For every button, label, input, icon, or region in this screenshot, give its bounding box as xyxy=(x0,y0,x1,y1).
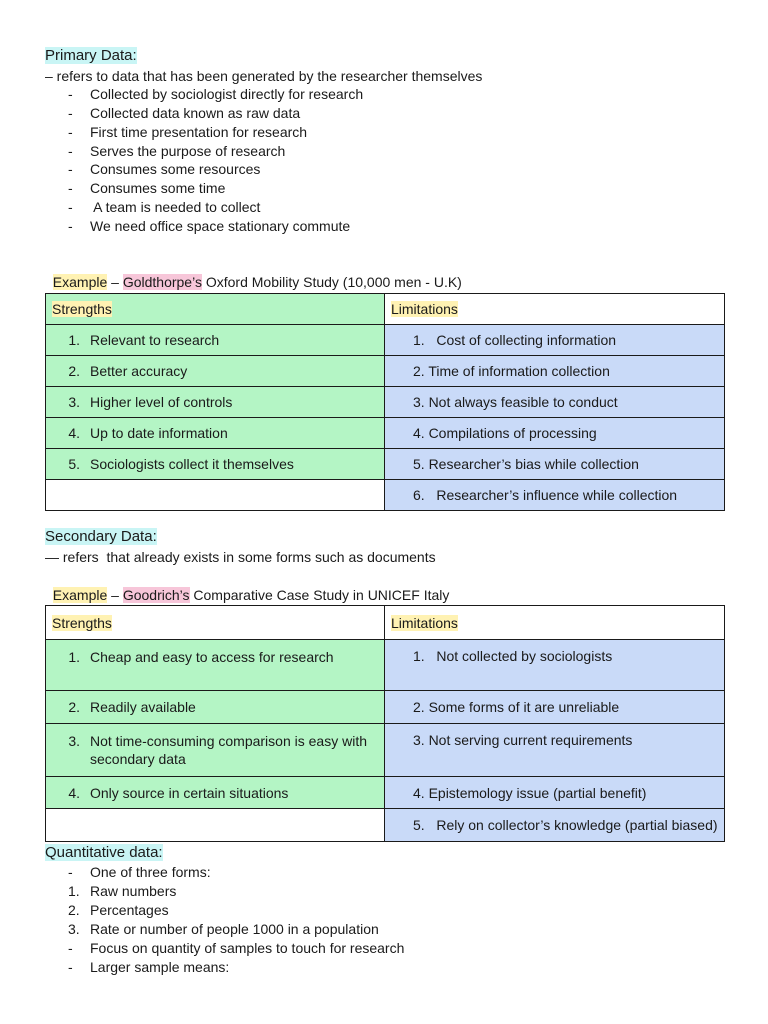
table-row xyxy=(46,418,725,449)
limitation-text: 3. Not serving current requirements xyxy=(413,732,633,748)
limitation-text: 5. Researcher’s bias while collection xyxy=(413,456,639,472)
example-dash: – xyxy=(107,274,123,290)
strength-number: 4. xyxy=(68,784,80,801)
limitation-cell xyxy=(385,640,725,691)
limitation-text: 2. Time of information collection xyxy=(413,363,610,379)
list-number: 1. xyxy=(68,883,80,899)
table-header-row xyxy=(46,294,725,325)
list-item-text: Percentages xyxy=(90,902,169,918)
strength-cell xyxy=(46,691,385,724)
strength-number: 1. xyxy=(68,332,80,348)
primary-heading-text: Primary Data: xyxy=(45,47,137,64)
bullet-dash: - xyxy=(68,199,73,215)
limitation-cell xyxy=(385,691,725,724)
limitation-cell xyxy=(385,449,725,480)
limitation-cell xyxy=(385,724,725,777)
primary-intro: – refers to data that has been generated by the researcher themselves xyxy=(45,68,483,84)
strengths-header-cell xyxy=(46,294,385,325)
example-study: Oxford Mobility Study (10,000 men - U.K) xyxy=(201,274,462,290)
strength-cell xyxy=(46,777,385,809)
example-label: Example xyxy=(52,274,108,290)
bullet-dash: - xyxy=(68,105,73,121)
table-row xyxy=(46,480,725,511)
bullet-dash: - xyxy=(68,143,73,159)
table-row xyxy=(46,449,725,480)
list-item-text: Collected data known as raw data xyxy=(90,105,301,121)
strength-number: 3. xyxy=(68,733,80,749)
example-author: Goodrich’s xyxy=(122,587,190,603)
primary-data-heading xyxy=(45,47,137,65)
list-item-text: Rate or number of people 1000 in a population xyxy=(90,921,379,937)
bullet-dash: - xyxy=(68,218,73,234)
list-item-text: Consumes some time xyxy=(90,180,226,196)
list-item-text: First time presentation for research xyxy=(90,124,308,140)
bullet-dash: - xyxy=(68,86,73,102)
primary-example xyxy=(45,255,462,291)
limitation-text: 5. Rely on collector’s knowledge (partial biased) xyxy=(413,817,718,833)
limitation-text: 1. Cost of collecting information xyxy=(413,332,617,348)
strength-text: Up to date information xyxy=(90,425,228,441)
strength-number: 2. xyxy=(68,363,80,379)
limitation-cell xyxy=(385,809,725,842)
strength-number: 5. xyxy=(68,456,80,472)
quantitative-data-heading xyxy=(45,844,163,862)
example-study: Comparative Case Study in UNICEF Italy xyxy=(189,587,450,603)
strength-number: 3. xyxy=(68,394,80,410)
strength-text: Cheap and easy to access for research xyxy=(90,649,334,665)
list-item-text: Serves the purpose of research xyxy=(90,143,286,159)
strengths-header-cell xyxy=(46,606,385,640)
list-item-text: We need office space stationary commute xyxy=(90,218,351,234)
strengths-header: Strengths xyxy=(52,614,112,631)
strength-text: Better accuracy xyxy=(90,363,188,379)
limitation-text: 6. Researcher’s influence while collection xyxy=(413,487,678,503)
limitations-header-cell xyxy=(385,294,725,325)
limitation-cell xyxy=(385,387,725,418)
secondary-heading-text: Secondary Data: xyxy=(45,528,157,545)
list-item-text: A team is needed to collect xyxy=(90,199,261,215)
list-item-text: Collected by sociologist directly for research xyxy=(90,86,364,102)
bullet-dash: - xyxy=(68,124,73,140)
quantitative-heading-text: Quantitative data: xyxy=(45,844,163,861)
limitations-header: Limitations xyxy=(391,301,458,317)
table-row xyxy=(46,809,725,842)
bullet-dash: - xyxy=(68,959,73,975)
limitations-header-cell xyxy=(385,606,725,640)
limitations-header: Limitations xyxy=(391,614,458,631)
table-row xyxy=(46,724,725,777)
bullet-dash: - xyxy=(68,940,73,956)
table-row xyxy=(46,777,725,809)
strength-text: Sociologists collect it themselves xyxy=(90,456,294,472)
limitation-text: 1. Not collected by sociologists xyxy=(413,648,613,664)
bullet-dash: - xyxy=(68,161,73,177)
strength-cell xyxy=(46,387,385,418)
strength-cell xyxy=(46,356,385,387)
strength-number: 2. xyxy=(68,699,80,715)
empty-cell xyxy=(46,480,385,511)
list-item-text: Larger sample means: xyxy=(90,959,230,975)
table-header-row xyxy=(46,606,725,640)
list-item-text: Focus on quantity of samples to touch for research xyxy=(90,940,405,956)
list-item-text: One of three forms: xyxy=(90,864,211,880)
secondary-data-heading xyxy=(45,528,157,546)
limitation-cell xyxy=(385,480,725,511)
list-number: 3. xyxy=(68,921,80,937)
limitation-cell xyxy=(385,356,725,387)
bullet-dash: - xyxy=(68,864,73,880)
table-row xyxy=(46,640,725,691)
strength-cell xyxy=(46,325,385,356)
limitation-text: 4. Compilations of processing xyxy=(413,425,597,441)
limitation-text: 4. Epistemology issue (partial benefit) xyxy=(413,784,647,801)
table-row xyxy=(46,356,725,387)
primary-strengths-limitations-table xyxy=(45,293,725,511)
example-author: Goldthorpe’s xyxy=(122,274,202,290)
bullet-dash: - xyxy=(68,180,73,196)
strength-text: Only source in certain situations xyxy=(90,784,289,801)
empty-cell xyxy=(46,809,385,842)
strength-text: Higher level of controls xyxy=(90,394,233,410)
secondary-intro: — refers that already exists in some forms such as documents xyxy=(45,549,436,565)
strength-text: Relevant to research xyxy=(90,332,220,348)
strength-text: Not time-consuming comparison is easy with secondary data xyxy=(90,733,367,767)
strengths-header: Strengths xyxy=(52,301,112,317)
table-row xyxy=(46,325,725,356)
list-number: 2. xyxy=(68,902,80,918)
limitation-text: 3. Not always feasible to conduct xyxy=(413,394,618,410)
strength-number: 4. xyxy=(68,425,80,441)
list-item-text: Raw numbers xyxy=(90,883,177,899)
strength-text: Readily available xyxy=(90,699,196,715)
example-label: Example xyxy=(52,587,108,603)
limitation-cell xyxy=(385,777,725,809)
secondary-strengths-limitations-table xyxy=(45,605,725,842)
strength-cell xyxy=(46,640,385,691)
strength-cell xyxy=(46,418,385,449)
example-dash: – xyxy=(107,587,123,603)
secondary-example xyxy=(45,568,449,604)
strength-cell xyxy=(46,449,385,480)
list-item-text: Consumes some resources xyxy=(90,161,261,177)
table-row xyxy=(46,387,725,418)
strength-number: 1. xyxy=(68,649,80,665)
limitation-text: 2. Some forms of it are unreliable xyxy=(413,699,620,715)
strength-cell xyxy=(46,724,385,777)
limitation-cell xyxy=(385,418,725,449)
table-row xyxy=(46,691,725,724)
limitation-cell xyxy=(385,325,725,356)
